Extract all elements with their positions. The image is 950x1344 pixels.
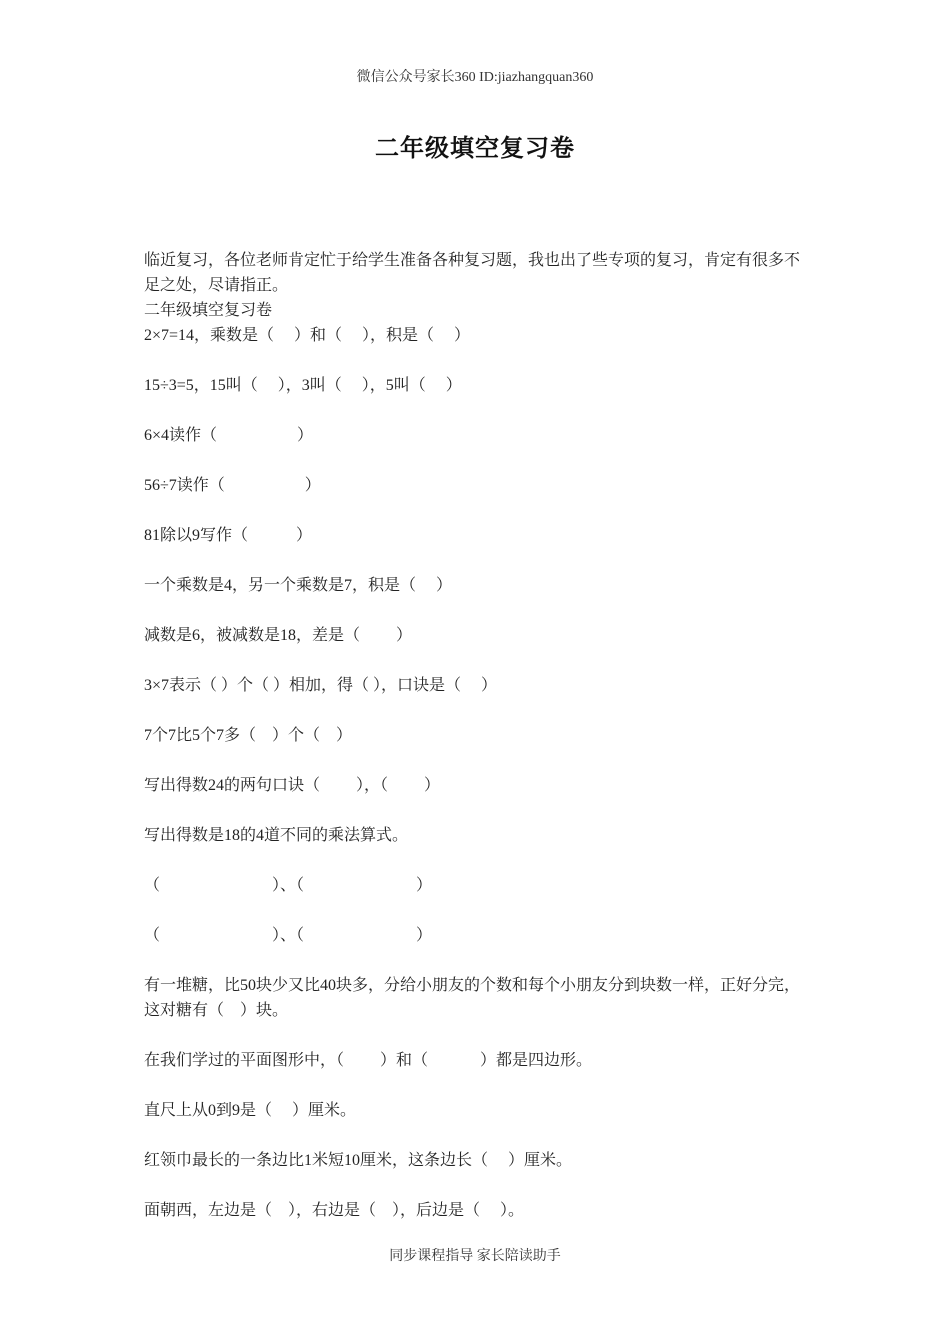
question-1: 2×7=14，乘数是（ ）和（ ），积是（ ） (144, 327, 471, 344)
page-header: 微信公众号家长360 ID:jiazhangquan360 (356, 70, 594, 85)
question-3: 6×4读作（ ） (144, 427, 314, 444)
intro-paragraph: 临近复习，各位老师肯定忙于给学生准备各种复习题，我也出了些专项的复习，肯定有很多不足之处，尽请指正。 (144, 252, 801, 294)
question-9: 7个7比5个7多（ ）个（ ） (144, 727, 353, 744)
question-5: 81除以9写作（ ） (144, 527, 313, 544)
question-11: 写出得数是18的4道不同的乘法算式。 (144, 827, 409, 844)
section-subtitle: 二年级填空复习卷 (144, 302, 273, 319)
question-13: 在我们学过的平面图形中，（ ）和（ ）都是四边形。 (144, 1052, 593, 1069)
question-8: 3×7表示（ ）个（ ）相加，得（ ），口诀是（ ） (144, 677, 498, 694)
question-10: 写出得数24的两句口诀（ ），（ ） (144, 777, 441, 794)
answer-line-2: （ ）、（ ） (144, 927, 433, 944)
document-title: 二年级填空复习卷 (375, 136, 575, 162)
page-footer: 同步课程指导 家长陪读助手 (389, 1249, 561, 1264)
question-4: 56÷7读作（ ） (144, 477, 321, 494)
question-15: 红领巾最长的一条边比1米短10厘米，这条边长（ ）厘米。 (144, 1152, 573, 1169)
question-16: 面朝西，左边是（ ），右边是（ ），后边是（ ）。 (144, 1202, 525, 1219)
question-6: 一个乘数是4，另一个乘数是7，积是（ ） (144, 577, 453, 594)
question-12: 有一堆糖，比50块少又比40块多，分给小朋友的个数和每个小朋友分到块数一样，正好分完，这对糖有（ ）块。 (144, 977, 801, 1019)
answer-line-1: （ ）、（ ） (144, 877, 433, 894)
document-body (144, 248, 814, 1223)
question-7: 减数是6，被减数是18，差是（ ） (144, 627, 413, 644)
question-2: 15÷3=5，15叫（ ），3叫（ ），5叫（ ） (144, 377, 462, 394)
question-14: 直尺上从0到9是（ ）厘米。 (144, 1102, 357, 1119)
